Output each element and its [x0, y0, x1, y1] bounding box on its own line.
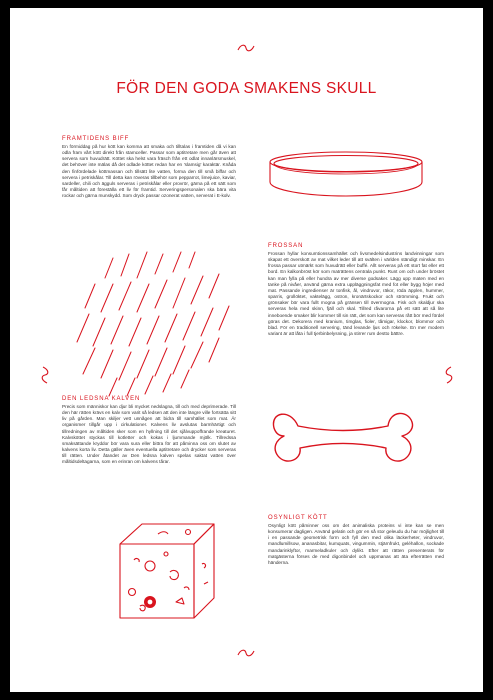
rain-streaks-illustration — [65, 248, 245, 398]
tilde-bottom-ornament — [237, 649, 255, 657]
section-text-osynligt-kott: Osynligt kött påminner oss om det animaliska proteins vi inte kan se men konsumerar dagligen. Använd gelatin och gör en så stor geleudu du har möjlighet till i en passande geometrisk form och fyll den med olika läckerheter, vindruvor, mandlumillsow, ananasbitar, kumquats, vingummin, stjärnfrukt, geléhallon, sockade mandarinklyftor, marmeladkuler och dylikt. Efter att rätten presenterats för matgästerna förses de med digonbindel och uppmanas att äta efterrätten med händerna. — [268, 523, 444, 565]
section-heading-osynligt-kott: OSYNLIGT KÖTT — [268, 515, 328, 521]
cube-icon — [110, 514, 225, 629]
poster — [10, 8, 483, 692]
ring-icon — [266, 148, 426, 200]
section-text-frossan: Frossan hyllar konsumtionssamhället och livsmedelsindustrins landvinningar som skapat ett överskott av mat vilket leder till att svälten i världen ständigt minskar. En frossa passar utmärkt som huvudrätt eller buffé. Allt serveras på ett stort fat eller ett bord. En kalkonbröst kör som maträttens centrala punkt. Runt om och under bröstet kan man fylla på eller hundra av mer diverse godsaker. Lägg upp maten med en tanke på nivåer, använd gärna extra uppläggningsfat med fot eller bygg höjer med mat. Passande ingredienser är tonfisk, ål, vindruvor, räkor, röda äpplen, hummer, sparris, grollöktet, vaktelägg, ostron, kronärtskockor och strömming. Frukt och grönsaker bör vara fullt mogna på gränsen till övermogna. Fisk och skaldjur ska serveras hela med skinn, fjäll och skal. Tillred råvarorna på ett sätt att så lite inneboende smaker blir kommer till sin rätt, det som kan serveras rått bör med fördel göras det. Dekorera med kranium, timglas, fioler, tåmigar, klockor, blommor och blad. För en traditionell servering, tänd levande ljus och rökelse. En mer modern variant är att låta i full tjerbinbelysning, ja stirrer rum destto bättre. — [268, 251, 444, 337]
tilde-left-ornament — [41, 366, 49, 384]
section-heading-den-ledsna-kalven: DEN LEDSNA KALVEN — [62, 396, 141, 402]
section-heading-frossan: FROSSAN — [268, 243, 304, 249]
tilde-right-ornament — [445, 366, 453, 384]
section-heading-framtidens-biff: FRAMTIDENS BIFF — [62, 136, 130, 142]
section-text-framtidens-biff: En förmiddag på hur kött kan komma att smaka och tilltalas i framtiden då vi kan odla fram vårt kött direkt från stamceller. Passar som aptitretare men går även att servera som huvudrätt. Köttet ska helst vara fräsch från ett odlat innanlärsmuskel, det behöver inte mälas då det odlade köttet redan har en 'slamsig' karaktär. Knåda den finfördelade köttmassan och tillsätt lite vatten, forma den till små biffar och servera i petriskålar. Till detta kan röveras tillbehör som pepparrot, limejuice, kaviar, sardeller, chili och ägguls serveras i petriskålar eller provrör, gärna på ett sätt som får måltiden att föreställa ett liv för framtid. Serveringspersonalen ska bära vita rockar och gärna munskydd. Som dryck passar ozonerat vatten, serverat i E-kolv. — [62, 144, 236, 199]
bone-icon — [268, 404, 418, 468]
tilde-top-ornament — [237, 44, 255, 52]
poster-title: FÖR DEN GODA SMAKENS SKULL — [116, 80, 377, 97]
section-text-den-ledsna-kalven: Precis som människor kan djur bli mycket nedslagna, till och med deprimerade. Till den här rätten krävs en kalv som varit så ledsen att den inte längre ville fortsätta sitt liv på gården. Man skiljer vett unnågen att bidra till samhället som mat. Är organismer tillgår upp i cirkulationer. Kalvens liv avslutas barmhärtigt och tillredningen av måltiden sker som en hyllning till det sjålvuppoffrande kreaturet. Kalvsköttet styckas till kotletter och kokas i ljummande mjölk. Tillredssa smaksättande kryddor bör vara sura eller bittra för att påminna oss om slutet av kalvens korta liv. Detta gäller även eventuella aptitretare och drycker som serveras till rätten. Under åtandet av Den ledsna kalven spelas saktat vatten över måltidsdeltagarna, som en erinran om kalvens tårar. — [62, 404, 236, 465]
